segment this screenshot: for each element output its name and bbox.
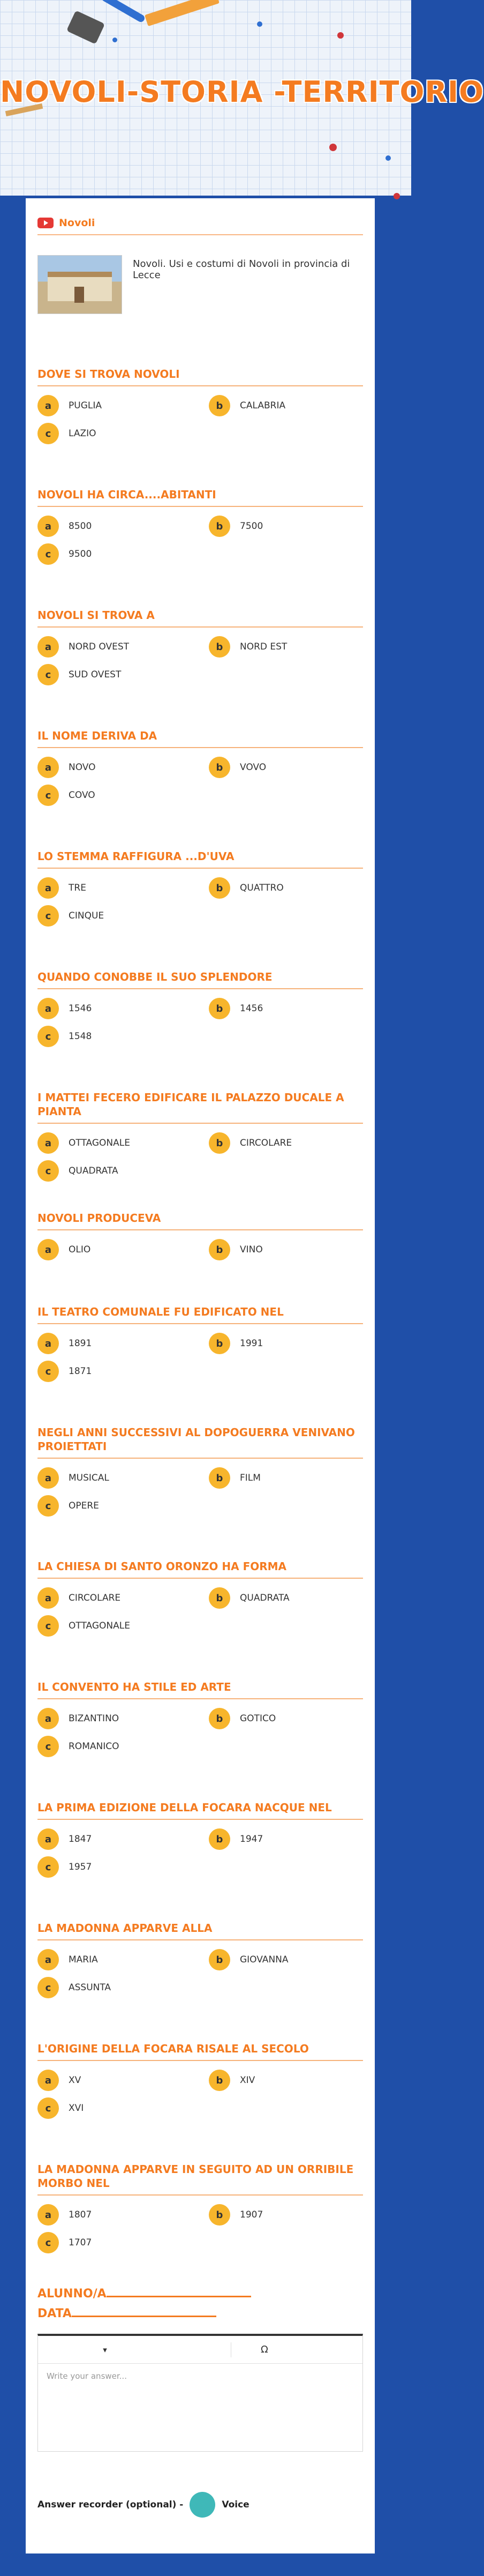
question-block [37,608,363,695]
option-text: XVI [69,2103,84,2114]
option-letter: b [209,2204,230,2226]
youtube-icon [37,218,54,228]
answer-option[interactable] [209,757,266,778]
option-letter: c [37,905,59,927]
font-dropdown[interactable]: ▾ [103,2344,107,2355]
question-title: IL CONVENTO HA STILE ED ARTE [37,1680,363,1699]
option-letter: c [37,1977,59,1998]
option-text: ASSUNTA [69,1982,111,1993]
option-letter: b [209,1949,230,1970]
answer-option[interactable] [37,1361,92,1382]
option-text: GOTICO [240,1713,276,1724]
options-group [37,2204,363,2263]
question-block [37,1211,363,1298]
question-title: L'ORIGINE DELLA FOCARA RISALE AL SECOLO [37,2042,363,2061]
option-letter: c [37,1160,59,1182]
building-image [48,272,112,301]
option-text: NORD EST [240,641,288,652]
option-letter: b [209,757,230,778]
options-group [37,1132,363,1191]
option-letter: b [209,877,230,899]
option-letter: b [209,636,230,658]
option-letter: c [37,664,59,685]
question-title: LA CHIESA DI SANTO ORONZO HA FORMA [37,1559,363,1579]
option-text: 1891 [69,1338,92,1349]
answer-option[interactable] [37,1239,90,1260]
option-text: GIOVANNA [240,1954,289,1965]
answer-option[interactable] [37,1949,98,1970]
options-group [37,757,363,816]
special-chars-button[interactable]: Ω [261,2344,268,2355]
option-letter: c [37,2097,59,2119]
question-title: NEGLI ANNI SUCCESSIVI AL DOPOGUERRA VENIVANO PROIETTATI [37,1425,363,1459]
answer-option[interactable] [37,1495,99,1517]
option-letter: b [209,395,230,416]
question-block [37,970,363,1057]
answer-option[interactable] [37,1828,92,1850]
answer-option[interactable] [37,1026,92,1047]
options-group [37,636,363,695]
question-block [37,1091,363,1191]
answer-option[interactable] [209,395,285,416]
data-label: DATA [37,2307,72,2320]
option-letter: a [37,1708,59,1729]
option-letter: c [37,1026,59,1047]
option-text: OPERE [69,1500,99,1511]
question-block [37,1425,363,1526]
option-letter: b [209,1333,230,1354]
answer-option[interactable] [37,1132,130,1154]
pen-decoration [101,0,146,24]
question-title: LA PRIMA EDIZIONE DELLA FOCARA NACQUE NEL [37,1801,363,1820]
question-title: NOVOLI SI TROVA A [37,608,363,628]
option-letter: b [209,998,230,1019]
option-text: QUATTRO [240,883,284,893]
option-letter: a [37,1333,59,1354]
option-letter: b [209,2070,230,2091]
option-text: FILM [240,1473,261,1483]
question-title: NOVOLI HA CIRCA....ABITANTI [37,488,363,507]
question-block [37,1680,363,1767]
option-text: 9500 [69,549,92,559]
answer-option[interactable] [37,2097,84,2119]
option-text: 7500 [240,521,263,532]
answer-option[interactable] [209,2070,255,2091]
option-letter: a [37,1467,59,1489]
option-text: 1991 [240,1338,263,1349]
option-text: 1546 [69,1003,92,1014]
data-blank[interactable] [72,2316,216,2317]
option-letter: a [37,757,59,778]
options-group [37,998,363,1057]
answer-option[interactable] [37,636,129,658]
answer-option[interactable] [209,1239,263,1260]
answer-recorder [37,2492,249,2518]
question-title: LA MADONNA APPARVE ALLA [37,1921,363,1940]
answer-option[interactable] [209,1708,276,1729]
option-text: CIRCOLARE [69,1593,121,1603]
divider [37,234,363,235]
option-text: 1807 [69,2209,92,2220]
option-letter: a [37,1239,59,1260]
question-block [37,2042,363,2129]
answer-option[interactable] [37,516,92,537]
option-text: OTTAGONALE [69,1138,130,1148]
options-group [37,516,363,574]
options-group [37,1587,363,1646]
question-block [37,1921,363,2008]
option-letter: b [209,1467,230,1489]
answer-option[interactable] [209,1333,263,1354]
answer-option[interactable] [37,877,86,899]
question-title: LA MADONNA APPARVE IN SEGUITO AD UN ORRIBILE MORBO NEL [37,2162,363,2196]
option-letter: c [37,1856,59,1878]
answer-option[interactable] [209,1467,261,1489]
answer-option[interactable] [37,998,92,1019]
video-header [37,217,95,229]
answer-option[interactable] [37,785,95,806]
option-text: LAZIO [69,428,96,439]
option-text: TRE [69,883,86,893]
option-letter: a [37,636,59,658]
option-letter: a [37,998,59,1019]
worksheet-card [26,198,375,2553]
options-group [37,1708,363,1767]
option-letter: a [37,877,59,899]
option-letter: b [209,516,230,537]
options-group [37,2070,363,2129]
option-text: CINQUE [69,910,104,921]
option-text: 1871 [69,1366,92,1377]
option-letter: a [37,1949,59,1970]
option-text: OLIO [69,1244,91,1255]
answer-textarea[interactable]: Write your answer... [47,2371,127,2381]
option-letter: c [37,423,59,444]
page-title: NOVOLI-STORIA -TERRITORIO [0,75,484,109]
answer-option[interactable] [209,516,263,537]
question-block [37,729,363,816]
answer-option[interactable] [209,1587,290,1609]
dot-decoration [385,155,391,161]
option-letter: c [37,543,59,565]
option-text: 1707 [69,2237,92,2248]
answer-option[interactable] [37,757,96,778]
answer-option[interactable] [209,1828,263,1850]
question-title: IL TEATRO COMUNALE FU EDIFICATO NEL [37,1305,363,1324]
dot-decoration [394,193,400,199]
record-button[interactable] [190,2492,215,2518]
option-letter: a [37,2070,59,2091]
question-title: DOVE SI TROVA NOVOLI [37,367,363,386]
option-letter: c [37,785,59,806]
question-block [37,2162,363,2263]
option-text: MUSICAL [69,1473,109,1483]
dot-decoration [337,32,344,39]
options-group [37,1949,363,2008]
question-block [37,1559,363,1646]
editor-toolbar [38,2336,362,2364]
option-letter: a [37,395,59,416]
option-text: VINO [240,1244,263,1255]
option-letter: a [37,516,59,537]
question-title: NOVOLI PRODUCEVA [37,1211,363,1230]
option-letter: c [37,1615,59,1637]
option-letter: a [37,1132,59,1154]
answer-option[interactable] [37,905,104,927]
alunno-blank[interactable] [107,2296,251,2297]
option-letter: b [209,1828,230,1850]
dot-decoration [112,38,117,42]
option-letter: b [209,1132,230,1154]
dot-decoration [257,21,262,27]
option-text: 1957 [69,1862,92,1872]
option-letter: a [37,1828,59,1850]
answer-option[interactable] [209,998,263,1019]
answer-editor [37,2334,363,2452]
option-letter: b [209,1239,230,1260]
answer-option[interactable] [37,1736,119,1757]
answer-option[interactable] [209,2204,263,2226]
question-block [37,849,363,936]
options-group [37,395,363,454]
answer-option[interactable] [37,1587,120,1609]
option-letter: b [209,1587,230,1609]
video-thumbnail[interactable] [37,255,122,314]
answer-option[interactable] [37,1708,119,1729]
option-text: 1907 [240,2209,263,2220]
question-block [37,488,363,574]
option-text: QUADRATA [240,1593,290,1603]
recorder-label: Answer recorder (optional) - [37,2499,184,2510]
option-text: 8500 [69,521,92,532]
option-letter: c [37,1495,59,1517]
option-letter: b [209,1708,230,1729]
question-block [37,1305,363,1392]
voice-label: Voice [222,2499,249,2510]
options-group [37,1467,363,1526]
answer-option[interactable] [209,1132,292,1154]
option-text: VOVO [240,762,267,773]
question-title: QUANDO CONOBBE IL SUO SPLENDORE [37,970,363,989]
answer-option[interactable] [37,395,102,416]
answer-option[interactable] [37,423,96,444]
options-group [37,1828,363,1887]
answer-option[interactable] [37,1333,92,1354]
option-letter: c [37,1361,59,1382]
option-text: CALABRIA [240,400,286,411]
question-title: I MATTEI FECERO EDIFICARE IL PALAZZO DUCALE A PIANTA [37,1091,363,1124]
option-text: ROMANICO [69,1741,119,1752]
eraser-decoration [66,10,105,44]
option-letter: c [37,1736,59,1757]
answer-option[interactable] [37,1615,130,1637]
options-group [37,1239,363,1298]
option-letter: c [37,2232,59,2253]
option-text: 1947 [240,1834,263,1845]
dot-decoration [329,144,337,151]
alunno-field[interactable] [37,2287,251,2301]
answer-option[interactable] [37,664,121,685]
option-letter: a [37,2204,59,2226]
data-field[interactable] [37,2307,216,2320]
answer-option[interactable] [37,1160,118,1182]
option-text: BIZANTINO [69,1713,119,1724]
answer-option[interactable] [209,1949,289,1970]
option-text: MARIA [69,1954,98,1965]
video-description: Novoli. Usi e costumi di Novoli in provincia di Lecce [133,258,350,281]
video-label: Novoli [59,217,95,229]
option-text: NOVO [69,762,96,773]
answer-option[interactable] [37,2204,92,2226]
option-text: 1847 [69,1834,92,1845]
option-text: 1548 [69,1031,92,1042]
option-text: 1456 [240,1003,263,1014]
option-text: COVO [69,790,95,801]
question-title: IL NOME DERIVA DA [37,729,363,748]
option-letter: a [37,1587,59,1609]
option-text: CIRCOLARE [240,1138,292,1148]
answer-option[interactable] [37,1467,109,1489]
answer-option[interactable] [37,1977,111,1998]
option-text: XIV [240,2075,255,2086]
pencil-decoration [145,0,220,26]
alunno-label: ALUNNO/A [37,2287,107,2301]
question-title: LO STEMMA RAFFIGURA ...D'UVA [37,849,363,869]
options-group [37,877,363,936]
option-text: NORD OVEST [69,641,130,652]
option-text: PUGLIA [69,400,102,411]
answer-option[interactable] [37,1856,92,1878]
question-block [37,367,363,454]
options-group [37,1333,363,1392]
question-block [37,1801,363,1887]
answer-option[interactable] [37,2070,81,2091]
answer-option[interactable] [37,2232,92,2253]
answer-option[interactable] [37,543,92,565]
answer-option[interactable] [209,636,287,658]
option-text: XV [69,2075,81,2086]
option-text: SUD OVEST [69,669,122,680]
option-text: OTTAGONALE [69,1621,130,1631]
option-text: QUADRATA [69,1166,118,1176]
answer-option[interactable] [209,877,284,899]
